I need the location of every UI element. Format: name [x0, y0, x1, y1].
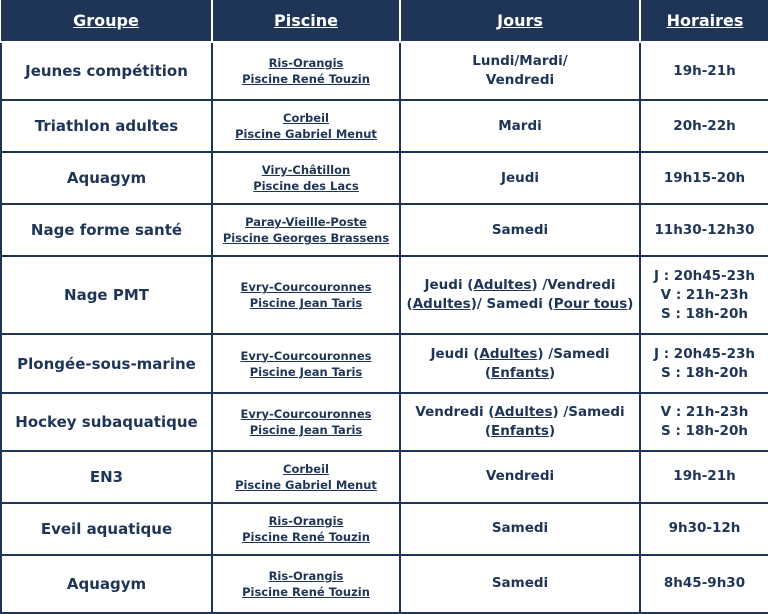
jours-line	[405, 422, 635, 441]
piscine-city-link[interactable]: Corbeil	[283, 461, 329, 476]
horaires-cell: 19h15-20h	[640, 152, 768, 204]
groupe-cell: Nage forme santé	[1, 204, 212, 256]
horaires-line: J : 20h45-23h	[653, 345, 755, 362]
horaires-cell	[640, 334, 768, 392]
piscine-cell	[212, 451, 400, 503]
header-piscine: Piscine	[212, 0, 400, 42]
piscine-cell	[212, 334, 400, 392]
jours-audience-link[interactable]: Adultes	[479, 345, 538, 362]
piscine-city-link[interactable]: Evry-Courcouronnes	[240, 280, 372, 295]
groupe-cell: Aquagym	[1, 152, 212, 204]
horaires-line: S : 18h-20h	[661, 364, 748, 381]
jours-text: (	[406, 296, 413, 313]
header-horaires: Horaires	[640, 0, 768, 42]
jours-audience-link[interactable]: Pour tous	[553, 296, 628, 313]
horaires-cell: 19h-21h	[640, 42, 768, 100]
piscine-city-link[interactable]: Viry-Châtillon	[261, 163, 351, 178]
table-row	[1, 451, 768, 503]
horaires-cell	[640, 256, 768, 334]
jours-text: ) /Samedi	[552, 403, 625, 420]
table-row	[1, 152, 768, 204]
jours-text: Vendredi (	[415, 403, 495, 420]
piscine-city-link[interactable]: Evry-Courcouronnes	[240, 406, 372, 421]
piscine-cell	[212, 555, 400, 613]
jours-cell: Samedi	[400, 204, 640, 256]
piscine-name-link[interactable]: Piscine René Touzin	[242, 72, 370, 87]
horaires-line: V : 21h-23h	[660, 286, 749, 303]
table-row	[1, 100, 768, 152]
jours-cell: Vendredi	[400, 451, 640, 503]
piscine-cell	[212, 503, 400, 555]
horaires-cell: 9h30-12h	[640, 503, 768, 555]
table-row	[1, 256, 768, 334]
jours-line	[405, 364, 635, 383]
groupe-cell: EN3	[1, 451, 212, 503]
table-row	[1, 42, 768, 100]
piscine-cell	[212, 204, 400, 256]
jours-audience-link[interactable]: Adultes	[412, 296, 471, 313]
jours-text: ) /Vendredi	[531, 277, 616, 294]
piscine-city-link[interactable]: Corbeil	[283, 111, 329, 126]
jours-audience-link[interactable]: Enfants	[491, 364, 549, 381]
jours-audience-link[interactable]: Adultes	[473, 277, 532, 294]
piscine-name-link[interactable]: Piscine Jean Taris	[249, 364, 363, 379]
horaires-cell: 8h45-9h30	[640, 555, 768, 613]
jours-text: ) /Samedi	[537, 345, 610, 362]
groupe-cell: Nage PMT	[1, 256, 212, 334]
groupe-cell: Eveil aquatique	[1, 503, 212, 555]
piscine-name-link[interactable]: Piscine René Touzin	[242, 584, 370, 599]
horaires-line: J : 20h45-23h	[653, 267, 755, 284]
header-jours: Jours	[400, 0, 640, 42]
groupe-cell: Plongée-sous-marine	[1, 334, 212, 392]
jours-text: )	[548, 422, 556, 439]
piscine-cell	[212, 256, 400, 334]
jours-cell: Samedi	[400, 503, 640, 555]
jours-text: (	[484, 364, 492, 381]
jours-cell	[400, 393, 640, 451]
jours-cell	[400, 42, 640, 100]
horaires-cell: 11h30-12h30	[640, 204, 768, 256]
jours-audience-link[interactable]: Adultes	[494, 403, 553, 420]
jours-cell	[400, 334, 640, 392]
piscine-cell	[212, 42, 400, 100]
jours-line: Lundi/Mardi/	[472, 53, 568, 70]
jours-cell: Samedi	[400, 555, 640, 613]
groupe-cell: Hockey subaquatique	[1, 393, 212, 451]
table-row	[1, 393, 768, 451]
jours-text: )	[627, 296, 634, 313]
piscine-name-link[interactable]: Piscine des Lacs	[253, 179, 359, 194]
jours-line	[405, 295, 635, 314]
table-row	[1, 334, 768, 392]
piscine-city-link[interactable]: Ris-Orangis	[268, 568, 344, 583]
piscine-cell	[212, 152, 400, 204]
table-header-row	[1, 0, 768, 42]
jours-line	[405, 403, 635, 422]
jours-text: Jeudi (	[430, 345, 480, 362]
piscine-name-link[interactable]: Piscine Gabriel Menut	[235, 127, 377, 142]
header-groupe: Groupe	[1, 0, 212, 42]
piscine-name-link[interactable]: Piscine Jean Taris	[249, 422, 363, 437]
piscine-name-link[interactable]: Piscine Georges Brassens	[222, 231, 390, 246]
table-row	[1, 503, 768, 555]
jours-audience-link[interactable]: Enfants	[491, 422, 549, 439]
horaires-cell: 19h-21h	[640, 451, 768, 503]
piscine-city-link[interactable]: Ris-Orangis	[268, 513, 344, 528]
piscine-name-link[interactable]: Piscine Jean Taris	[249, 296, 363, 311]
horaires-line: V : 21h-23h	[660, 403, 749, 420]
jours-text: )/ Samedi (	[470, 296, 554, 313]
jours-text: )	[548, 364, 556, 381]
groupe-cell: Jeunes compétition	[1, 42, 212, 100]
piscine-name-link[interactable]: Piscine René Touzin	[242, 529, 370, 544]
horaires-line: S : 18h-20h	[661, 305, 748, 322]
jours-cell	[400, 256, 640, 334]
horaires-line: S : 18h-20h	[661, 422, 748, 439]
jours-text: (	[484, 422, 492, 439]
jours-line	[405, 276, 635, 295]
piscine-cell	[212, 393, 400, 451]
horaires-cell	[640, 393, 768, 451]
piscine-city-link[interactable]: Ris-Orangis	[268, 56, 344, 71]
jours-text: Jeudi (	[424, 277, 474, 294]
jours-line	[405, 345, 635, 364]
jours-cell: Mardi	[400, 100, 640, 152]
groupe-cell: Triathlon adultes	[1, 100, 212, 152]
table-row	[1, 555, 768, 613]
piscine-cell	[212, 100, 400, 152]
table-row	[1, 204, 768, 256]
piscine-name-link[interactable]: Piscine Gabriel Menut	[235, 477, 377, 492]
horaires-cell: 20h-22h	[640, 100, 768, 152]
jours-cell: Jeudi	[400, 152, 640, 204]
groupe-cell: Aquagym	[1, 555, 212, 613]
piscine-city-link[interactable]: Paray-Vieille-Poste	[245, 215, 367, 230]
jours-line: Vendredi	[485, 72, 555, 89]
piscine-city-link[interactable]: Evry-Courcouronnes	[240, 348, 372, 363]
